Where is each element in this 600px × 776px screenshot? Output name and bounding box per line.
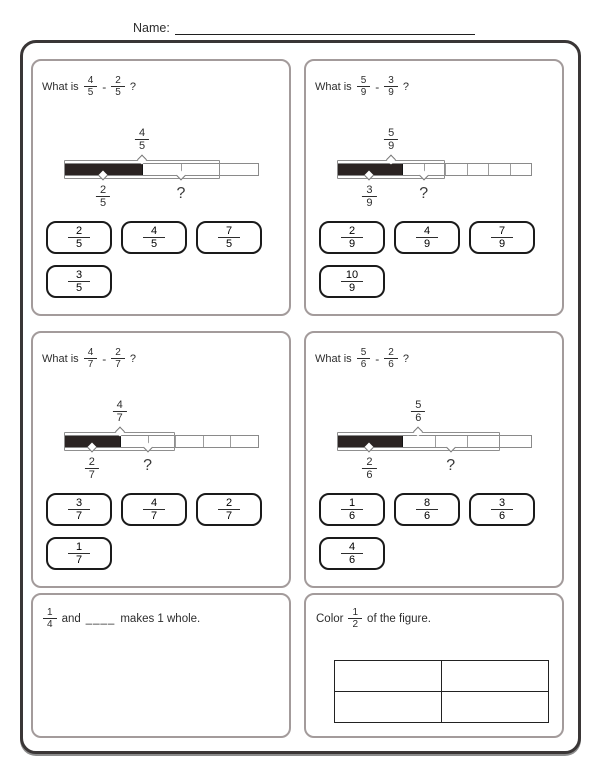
answer-choices xyxy=(46,493,284,570)
given-fraction: $\frac{1}{4}$ xyxy=(43,607,57,630)
answer-choice[interactable] xyxy=(319,537,385,570)
choice-fraction: $\frac{2}{9}$ xyxy=(341,225,363,250)
choice-fraction: $\frac{1}{6}$ xyxy=(341,497,363,522)
choice-fraction: $\frac{3}{6}$ xyxy=(491,497,513,522)
fraction-bar-diagram xyxy=(64,127,259,215)
answer-choice[interactable] xyxy=(319,493,385,526)
subtrahend-fraction: $\frac{2}{5}$ xyxy=(111,75,125,98)
bar-subtrahend-label: $\frac{2}{6}$ xyxy=(362,456,376,481)
bar-subtrahend-label: $\frac{2}{7}$ xyxy=(85,456,99,481)
grid-cell[interactable] xyxy=(335,661,442,692)
problem-panel-1 xyxy=(31,59,291,316)
question-prefix: What is xyxy=(315,352,352,365)
bar-minuend-label: $\frac{4}{7}$ xyxy=(113,399,127,424)
bar-segment-tick xyxy=(445,164,446,175)
choice-fraction: $\frac{4}{9}$ xyxy=(416,225,438,250)
answer-choices xyxy=(319,493,557,570)
fill-blank-panel xyxy=(31,593,291,738)
problem-panel-2 xyxy=(304,59,564,316)
choice-fraction: $\frac{4}{5}$ xyxy=(143,225,165,250)
fraction-bar-diagram xyxy=(64,399,259,487)
bar-segment-tick xyxy=(510,164,511,175)
minuend-fraction: $\frac{5}{6}$ xyxy=(357,347,371,370)
choice-fraction: $\frac{7}{5}$ xyxy=(218,225,240,250)
bar-segment-tick xyxy=(467,164,468,175)
answer-choices xyxy=(46,221,284,298)
bar-subtrahend-label: $\frac{3}{9}$ xyxy=(362,184,376,209)
choice-fraction: $\frac{10}{9}$ xyxy=(341,269,363,294)
question-prefix: What is xyxy=(42,80,79,93)
answer-choice[interactable] xyxy=(469,221,535,254)
answer-choice[interactable] xyxy=(394,493,460,526)
question-suffix: ? xyxy=(402,352,409,365)
choice-fraction: $\frac{2}{7}$ xyxy=(218,497,240,522)
answer-choice[interactable] xyxy=(46,493,112,526)
bar-unknown-label: ? xyxy=(143,457,153,474)
answer-choice[interactable] xyxy=(46,537,112,570)
answer-choice[interactable] xyxy=(121,221,187,254)
question-suffix: ? xyxy=(129,80,136,93)
color-grid xyxy=(334,660,549,723)
target-fraction: $\frac{1}{2}$ xyxy=(348,607,362,630)
bar-subtrahend-label: $\frac{2}{5}$ xyxy=(96,184,110,209)
answer-choice[interactable] xyxy=(121,493,187,526)
bar-segment-tick xyxy=(203,436,204,447)
problem-question xyxy=(315,347,556,370)
color-task-panel xyxy=(304,593,564,738)
minus-operator: - xyxy=(102,79,107,94)
choice-fraction: $\frac{1}{7}$ xyxy=(68,541,90,566)
question-prefix: What is xyxy=(315,80,352,93)
worksheet-page xyxy=(20,40,581,754)
subtrahend-fraction: $\frac{2}{7}$ xyxy=(111,347,125,370)
color-task-text-after: of the figure. xyxy=(367,612,431,625)
bar-segment-tick xyxy=(175,436,176,447)
problem-question xyxy=(315,75,556,98)
answer-choice[interactable] xyxy=(46,265,112,298)
fill-blank-text-after: makes 1 whole. xyxy=(120,612,201,625)
question-prefix: What is xyxy=(42,352,79,365)
answer-blank[interactable]: ____ xyxy=(85,612,116,625)
bar-segment-tick xyxy=(230,436,231,447)
fraction-bar-diagram xyxy=(337,127,532,215)
problem-panel-4 xyxy=(304,331,564,588)
minuend-fraction: $\frac{5}{9}$ xyxy=(357,75,371,98)
answer-choice[interactable] xyxy=(46,221,112,254)
problem-question xyxy=(42,75,283,98)
bar-unknown-label: ? xyxy=(419,185,429,202)
choice-fraction: $\frac{8}{6}$ xyxy=(416,497,438,522)
minus-operator: - xyxy=(102,351,107,366)
answer-choice[interactable] xyxy=(196,221,262,254)
color-task-text-before: Color xyxy=(316,612,344,625)
bar-minuend-label: $\frac{5}{9}$ xyxy=(384,127,398,152)
fill-blank-question xyxy=(43,607,283,630)
subtrahend-fraction: $\frac{2}{6}$ xyxy=(384,347,398,370)
bar-unknown-label: ? xyxy=(446,457,456,474)
minuend-fraction: $\frac{4}{5}$ xyxy=(84,75,98,98)
question-suffix: ? xyxy=(402,80,409,93)
bar-unknown-label: ? xyxy=(176,185,186,202)
answer-choice[interactable] xyxy=(319,221,385,254)
answer-choice[interactable] xyxy=(469,493,535,526)
choice-fraction: $\frac{4}{6}$ xyxy=(341,541,363,566)
grid-cell[interactable] xyxy=(335,692,442,723)
question-suffix: ? xyxy=(129,352,136,365)
bar-minuend-label: $\frac{4}{5}$ xyxy=(135,127,149,152)
name-input-line[interactable] xyxy=(175,20,475,35)
fill-blank-text-before: and xyxy=(61,612,81,625)
choice-fraction: $\frac{7}{9}$ xyxy=(491,225,513,250)
choice-fraction: $\frac{4}{7}$ xyxy=(143,497,165,522)
answer-choice[interactable] xyxy=(319,265,385,298)
minus-operator: - xyxy=(375,351,380,366)
name-label: Name: xyxy=(133,21,170,35)
grid-cell[interactable] xyxy=(442,692,549,723)
answer-choices xyxy=(319,221,557,298)
minus-operator: - xyxy=(375,79,380,94)
bar-segment-tick xyxy=(488,164,489,175)
problem-question xyxy=(42,347,283,370)
answer-choice[interactable] xyxy=(394,221,460,254)
problem-panel-3 xyxy=(31,331,291,588)
choice-fraction: $\frac{3}{5}$ xyxy=(68,269,90,294)
choice-fraction: $\frac{3}{7}$ xyxy=(68,497,90,522)
subtrahend-fraction: $\frac{3}{9}$ xyxy=(384,75,398,98)
bar-minuend-label: $\frac{5}{6}$ xyxy=(411,399,425,424)
grid-cell[interactable] xyxy=(442,661,549,692)
choice-fraction: $\frac{2}{5}$ xyxy=(68,225,90,250)
minuend-fraction: $\frac{4}{7}$ xyxy=(84,347,98,370)
name-header xyxy=(133,20,475,35)
fraction-bar-diagram xyxy=(337,399,532,487)
answer-choice[interactable] xyxy=(196,493,262,526)
color-task-question xyxy=(316,607,556,630)
